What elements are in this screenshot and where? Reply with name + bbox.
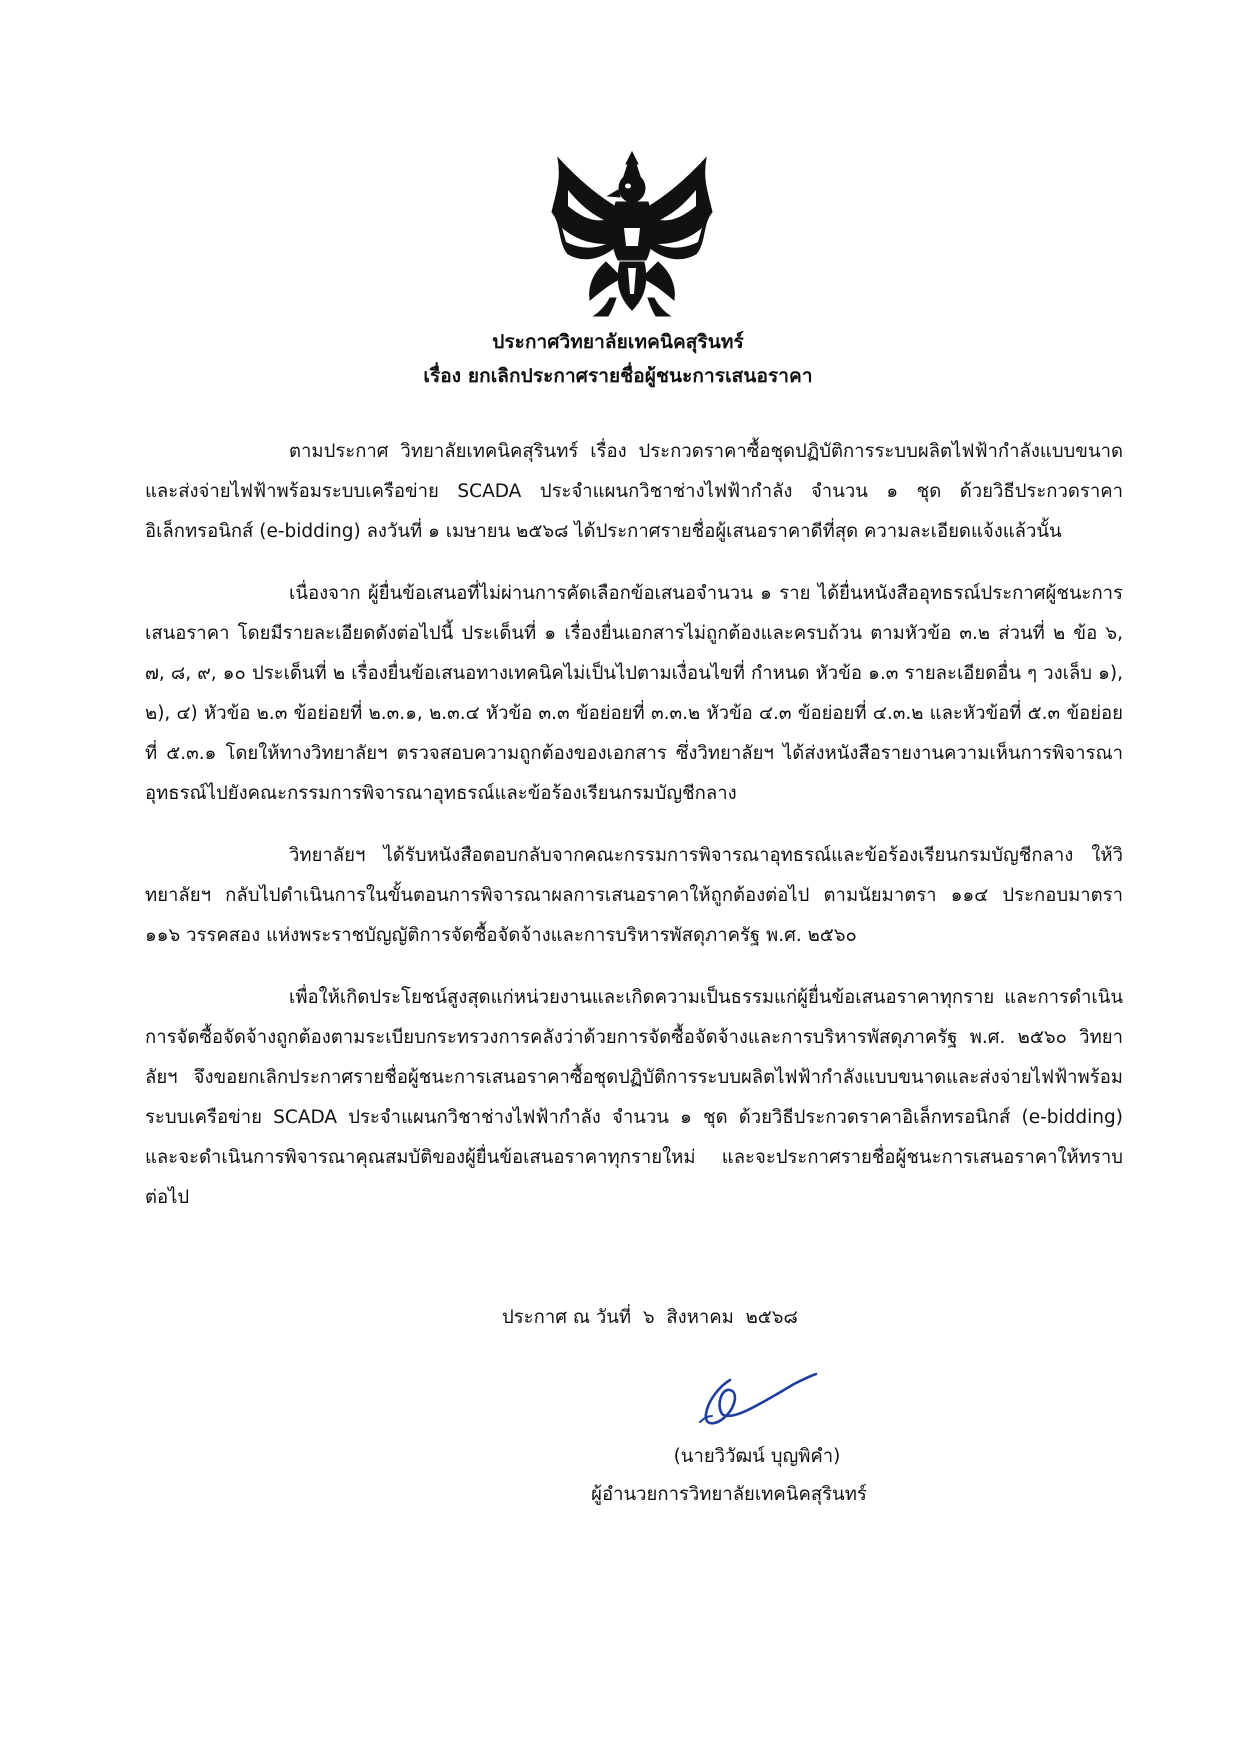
- handwritten-signature-icon: [690, 1360, 820, 1450]
- announcement-body: [145, 432, 1123, 1240]
- body-paragraph-3: วิทยาลัยฯ ได้รับหนังสือตอบกลับจากคณะกรรมการพิจารณาอุทธรณ์และข้อร้องเรียนกรมบัญชีกลาง ให้วิทยาลัยฯ กลับไปดำเนินการในขั้นตอนการพิจารณาผลการเสนอราคาให้ถูกต้องต่อไป ตามนัยมาตรา ๑๑๔ ประกอบมาตรา ๑๑๖ วรรคสอง แห่งพระราชบัญญัติการจัดซื้อจัดจ้างและการบริหารพัสดุภาครัฐ พ.ศ. ๒๕๖๐: [145, 845, 1123, 946]
- announcement-date: ประกาศ ณ วันที่ ๖ สิงหาคม ๒๕๖๘: [502, 1307, 798, 1328]
- signer-block: [520, 1438, 938, 1514]
- signer-title: ผู้อำนวยการวิทยาลัยเทคนิคสุรินทร์: [591, 1484, 867, 1505]
- body-paragraph-1: ตามประกาศ วิทยาลัยเทคนิคสุรินทร์ เรื่อง ประกวดราคาซื้อชุดปฏิบัติการระบบผลิตไฟฟ้ากำลังแบบขนาดและส่งจ่ายไฟฟ้าพร้อมระบบเครือข่าย SCADA ประจำแผนกวิชาช่างไฟฟ้ากำลัง จำนวน ๑ ชุด ด้วยวิธีประกวดราคาอิเล็กทรอนิกส์ (e-bidding) ลงวันที่ ๑ เมษายน ๒๕๖๘ ได้ประกาศรายชื่อผู้เสนอราคาดีที่สุด ความละเอียดแจ้งแล้วนั้น: [145, 441, 1123, 542]
- body-paragraph-2: เนื่องจาก ผู้ยื่นข้อเสนอที่ไม่ผ่านการคัดเลือกข้อเสนอจำนวน ๑ ราย ได้ยื่นหนังสืออุทธรณ์ประกาศผู้ชนะการเสนอราคา โดยมีรายละเอียดดังต่อไปนี้ ประเด็นที่ ๑ เรื่องยื่นเอกสารไม่ถูกต้องและครบถ้วน ตามหัวข้อ ๓.๒ ส่วนที่ ๒ ข้อ ๖, ๗, ๘, ๙, ๑๐ ประเด็นที่ ๒ เรื่องยื่นข้อเสนอทางเทคนิคไม่เป็นไปตามเงื่อนไขที่ กำหนด หัวข้อ ๑.๓ รายละเอียดอื่น ๆ วงเล็บ ๑), ๒), ๔) หัวข้อ ๒.๓ ข้อย่อยที่ ๒.๓.๑, ๒.๓.๔ หัวข้อ ๓.๓ ข้อย่อยที่ ๓.๓.๒ หัวข้อ ๔.๓ ข้อย่อยที่ ๔.๓.๒ และหัวข้อที่ ๕.๓ ข้อย่อยที่ ๕.๓.๑ โดยให้ทางวิทยาลัยฯ ตรวจสอบความถูกต้องของเอกสาร ซึ่งวิทยาลัยฯ ได้ส่งหนังสือรายงานความเห็นการพิจารณาอุทธรณ์ไปยังคณะกรรมการพิจารณาอุทธรณ์และข้อร้องเรียนกรมบัญชีกลาง: [145, 583, 1123, 804]
- title-block: [0, 325, 1236, 393]
- announcement-title: ประกาศวิทยาลัยเทคนิคสุรินทร์: [492, 331, 744, 353]
- garuda-emblem-icon: [548, 150, 716, 320]
- signer-name: (นายวิวัฒน์ บุญพิคำ): [673, 1446, 841, 1467]
- body-paragraph-4: เพื่อให้เกิดประโยชน์สูงสุดแก่หน่วยงานและเกิดความเป็นธรรมแก่ผู้ยื่นข้อเสนอราคาทุกราย และการดำเนินการจัดซื้อจัดจ้างถูกต้องตามระเบียบกระทรวงการคลังว่าด้วยการจัดซื้อจัดจ้างและการบริหารพัสดุภาครัฐ พ.ศ. ๒๕๖๐ วิทยาลัยฯ จึงขอยกเลิกประกาศรายชื่อผู้ชนะการเสนอราคาซื้อชุดปฏิบัติการระบบผลิตไฟฟ้ากำลังแบบขนาดและส่งจ่ายไฟฟ้าพร้อมระบบเครือข่าย SCADA ประจำแผนกวิชาช่างไฟฟ้ากำลัง จำนวน ๑ ชุด ด้วยวิธีประกวดราคาอิเล็กทรอนิกส์ (e-bidding) และจะดำเนินการพิจารณาคุณสมบัติของผู้ยื่นข้อเสนอราคาทุกรายใหม่ และจะประกาศรายชื่อผู้ชนะการเสนอราคาให้ทราบต่อไป: [145, 987, 1123, 1208]
- announcement-subject: เรื่อง ยกเลิกประกาศรายชื่อผู้ชนะการเสนอราคา: [423, 365, 813, 387]
